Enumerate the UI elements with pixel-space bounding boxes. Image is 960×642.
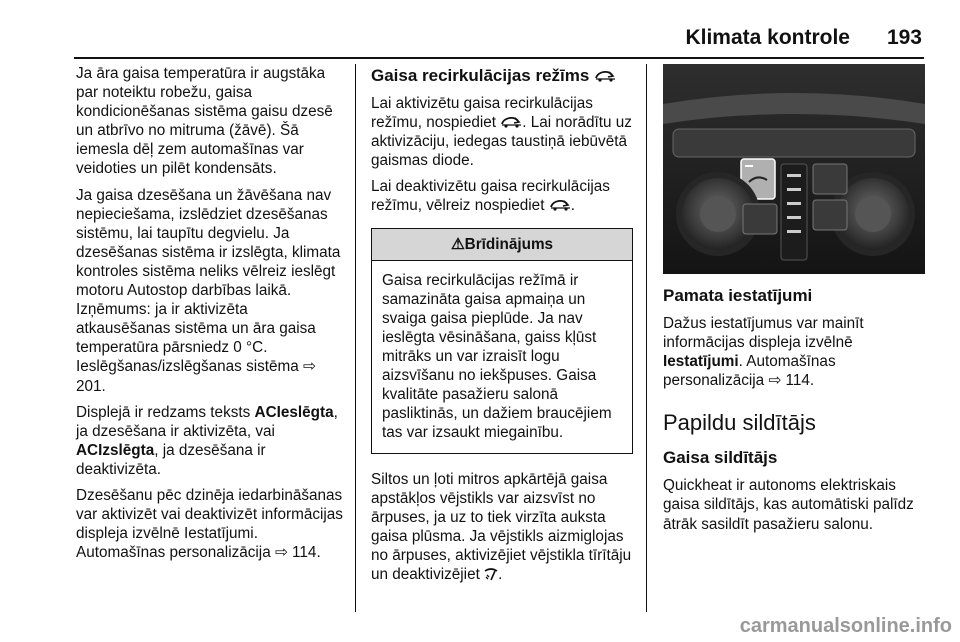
chapter-heading: Papildu sildītājs bbox=[663, 410, 816, 436]
paragraph: Displejā ir redzams teksts ACIeslēgta, ja dzesēšana ir aktivizēta, vai ACIzslēgta, ja dzesēšana ir deaktivizēta. bbox=[76, 403, 338, 478]
column-3 bbox=[663, 64, 927, 541]
section-heading: Gaisa sildītājs bbox=[663, 448, 778, 468]
page-header bbox=[0, 0, 960, 58]
page-ref[interactable]: 114 bbox=[292, 544, 317, 562]
warning-box bbox=[371, 228, 633, 454]
warning-header bbox=[372, 229, 632, 261]
page-ref-icon: ⇨ bbox=[274, 544, 288, 562]
section-heading: Gaisa recirkulācijas režīms bbox=[371, 66, 633, 86]
paragraph: Lai aktivizētu gaisa recirkulācijas režīmu, nospiediet . Lai norādītu uz aktivizāciju, iedegas taustiņā iebūvētā gaismas diode. bbox=[371, 95, 632, 170]
recirculation-icon bbox=[549, 198, 571, 211]
column-2 bbox=[371, 64, 633, 591]
warning-text: Gaisa recirkulācijas režīmā ir samazināta gaisa apmaiņa un svaiga gaisa pieplūde. Ja nav ieslēgta vēsināšana, gaiss kļūst mitrāks un var izraisīt logu aizsvīšanu no iekšpuses. Gaisa kvalitāte pasažieru salonā pasliktinās, un dažiem braucējiem tas var izsaukt miegainību. bbox=[382, 271, 612, 442]
paragraph: Siltos un ļoti mitros apkārtējā gaisa apstākļos vējstikls var aizsvīst no ārpuses, ja uz to tiek virzīta auksta gaisa plūsma. Ja vējstikls aizmiglojas no ārpuses, aktivizējiet vējstikla tīrītāju un deaktivizējiet . bbox=[371, 470, 632, 583]
header-rule bbox=[74, 57, 924, 59]
column-1 bbox=[76, 64, 344, 569]
paragraph: Quickheat ir autonoms elektriskais gaisa sildītājs, kas automātiski palīdz ātrāk sasildīt pasažieru salonu. bbox=[663, 477, 914, 533]
page-title: Klimata kontrole bbox=[685, 26, 850, 49]
paragraph: Ja gaisa dzesēšana un žāvēšana nav nepieciešama, izslēdziet dzesēšanas sistēmu, lai taupītu degvielu. Ja dzesēšanas sistēma ir izslēgta, klimata kontroles sistēma neliks vēlreiz ieslēgt motoru Autostop darbības laikā. Izņēmums: ja ir aktivizēta atkausēšanas sistēma un āra gaisa temperatūra pārsniedz 0 °C. Ieslēgšanas/izslēgšanas sistēma ⇨ 201. bbox=[76, 186, 341, 395]
windshield-wiper-icon bbox=[484, 567, 498, 581]
column-divider bbox=[355, 64, 356, 612]
warning-icon: ⚠ bbox=[450, 235, 465, 253]
paragraph: Ja āra gaisa temperatūra ir augstāka par noteiktu robežu, gaisa kondicionēšanas sistēma gaisu dzesē un atbrīvo no mitruma (žāvē). Šā iemesla dēļ zem automašīnas var veidoties un pilēt kondensāts. bbox=[76, 65, 333, 178]
column-divider bbox=[646, 64, 647, 612]
page-ref[interactable]: 114 bbox=[785, 372, 810, 390]
climate-control-panel-photo bbox=[663, 64, 925, 274]
watermark: carmanualsonline.info bbox=[739, 615, 952, 637]
paragraph: Dažus iestatījumus var mainīt informācijas displeja izvēlnē Iestatījumi. Automašīnas personalizācija ⇨ 114. bbox=[663, 315, 864, 390]
recirculation-icon bbox=[500, 115, 522, 128]
section-heading: Pamata iestatījumi bbox=[663, 286, 813, 305]
recirculation-icon bbox=[594, 69, 616, 82]
paragraph: Dzesēšanu pēc dzinēja iedarbināšanas var aktivizēt vai deaktivizēt informācijas displeja izvēlnē Iestatījumi. Automašīnas personalizācija ⇨ 114. bbox=[76, 486, 343, 562]
page-number: 193 bbox=[886, 26, 922, 49]
page-ref-icon: ⇨ bbox=[768, 372, 782, 390]
warning-title: Brīdinājums bbox=[464, 235, 554, 253]
paragraph: Lai deaktivizētu gaisa recirkulācijas režīmu, vēlreiz nospiediet . bbox=[371, 178, 610, 215]
page-ref[interactable]: 201 bbox=[76, 377, 102, 395]
page-ref-icon: ⇨ bbox=[303, 358, 316, 376]
